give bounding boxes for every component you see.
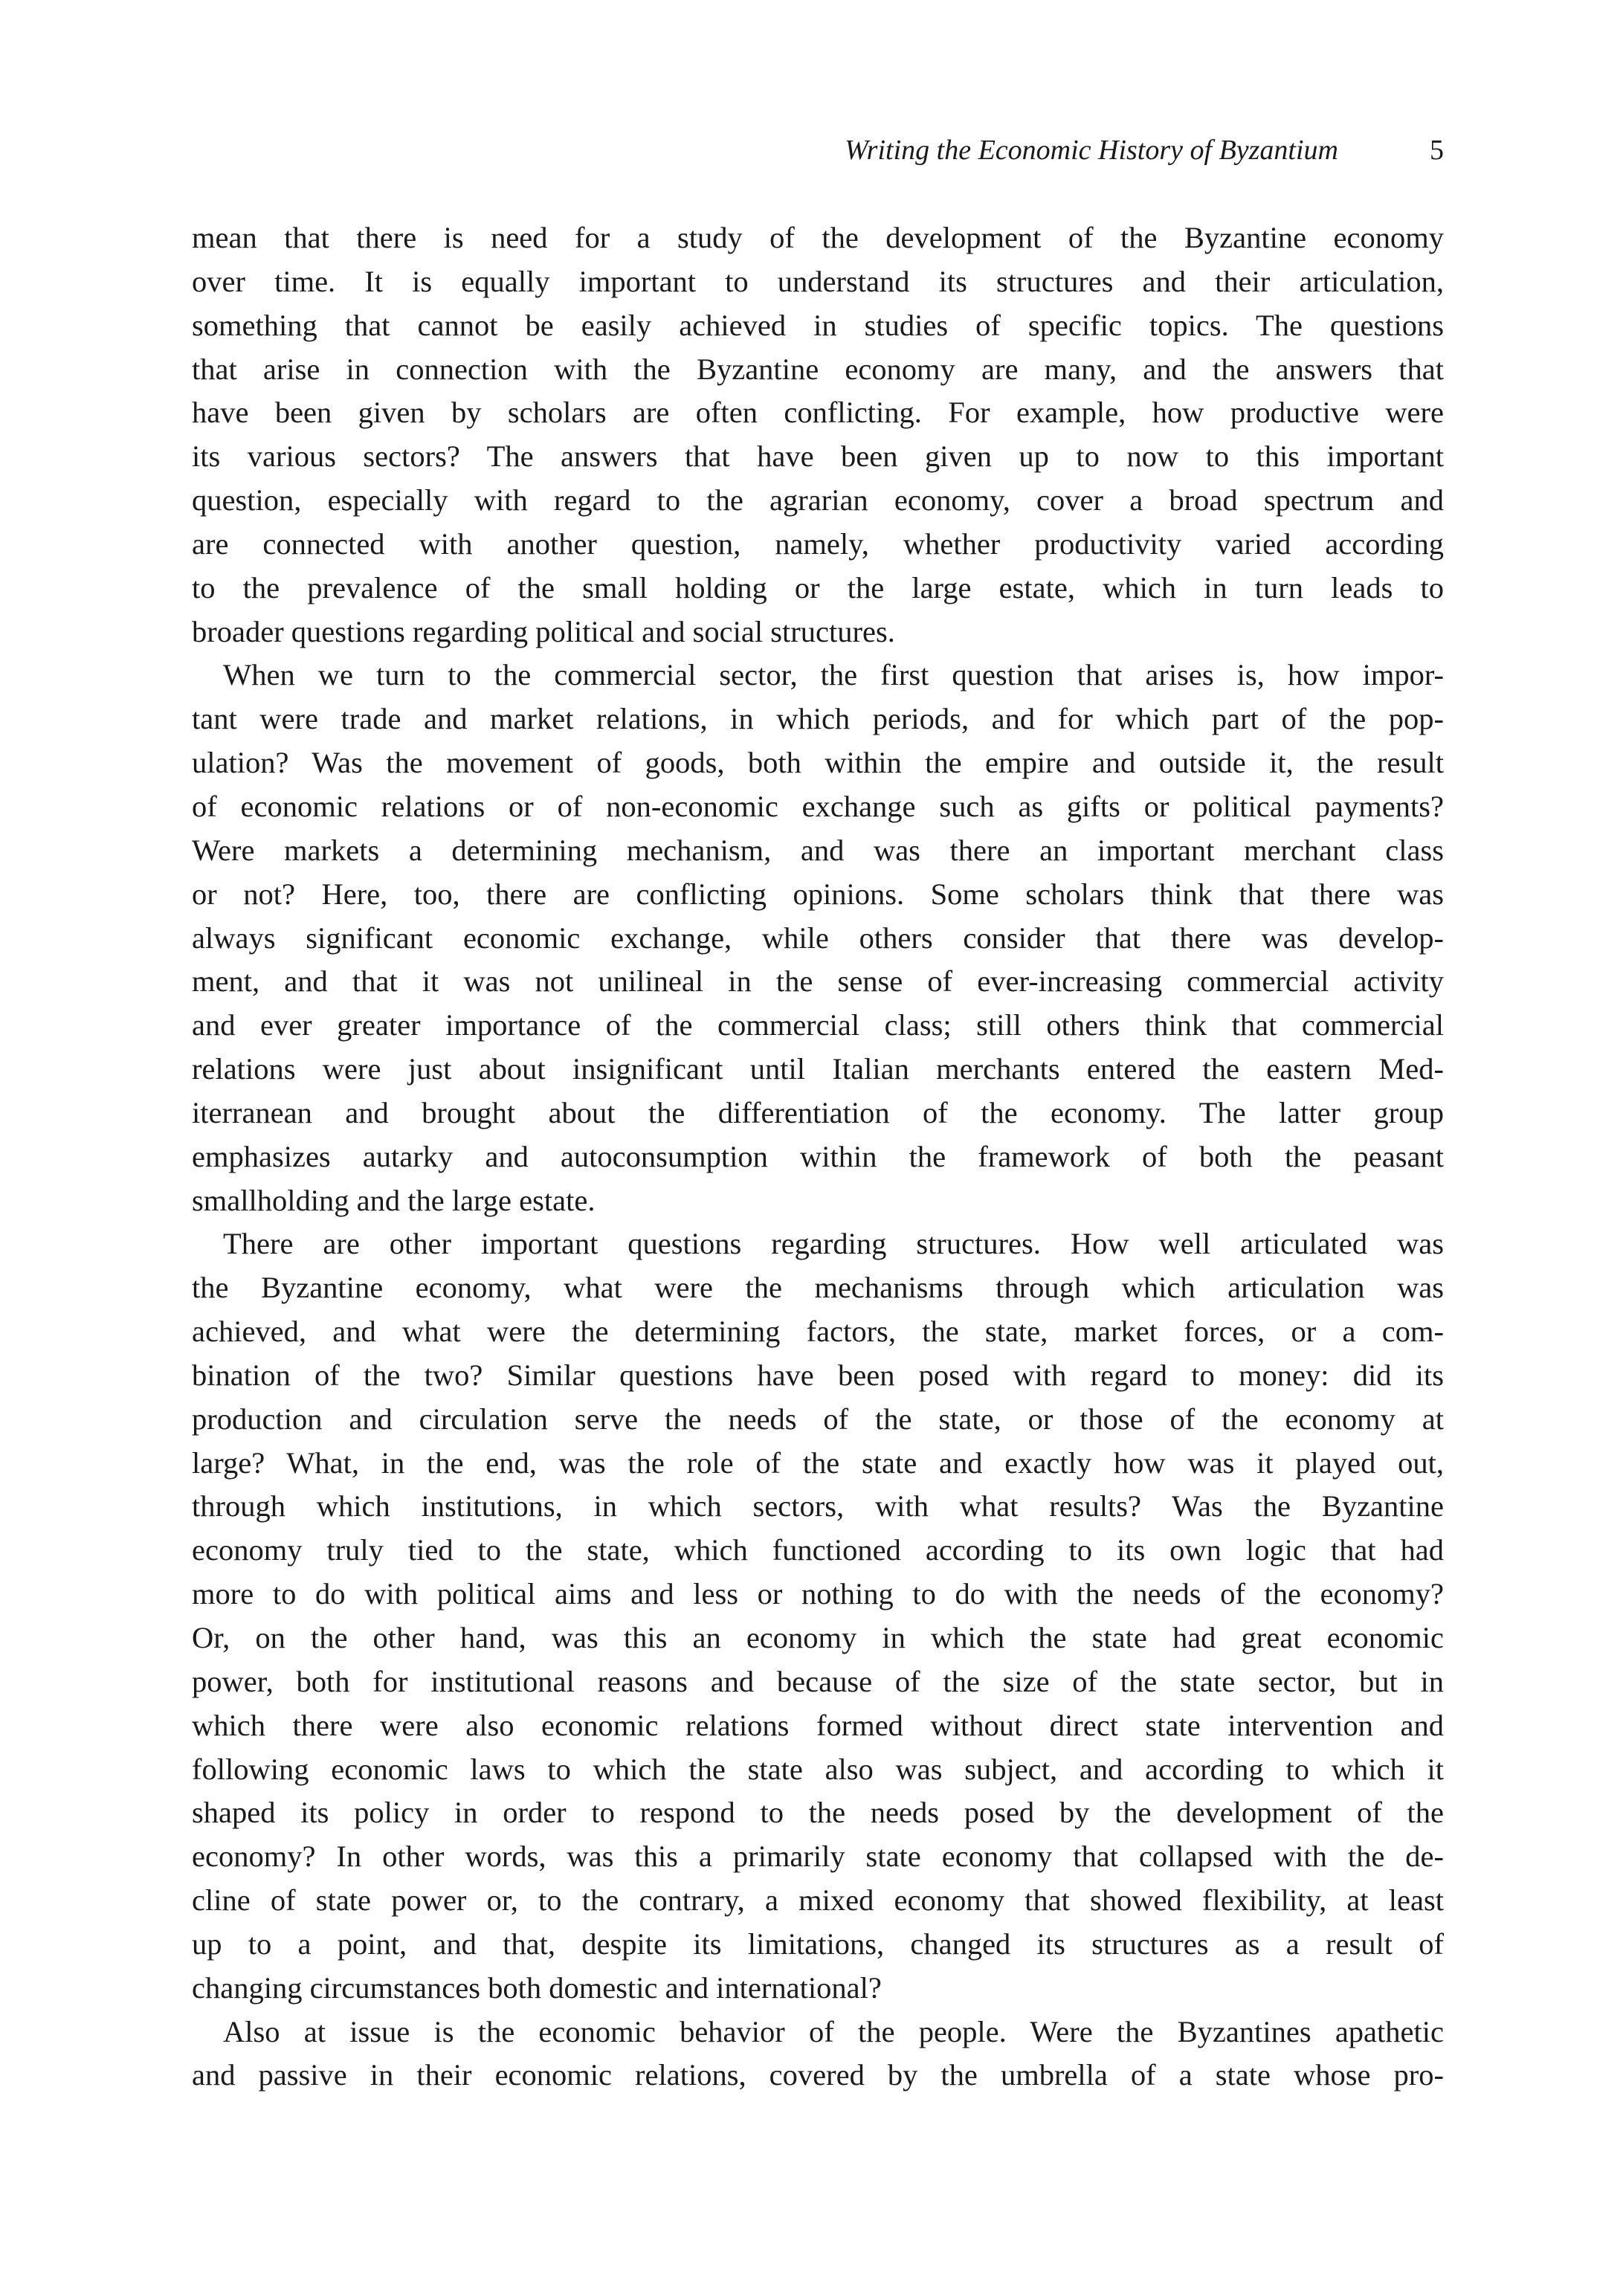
paragraph-4 [192, 2010, 1444, 2098]
running-title: Writing the Economic History of Byzantium [845, 135, 1338, 166]
text-line: achieved, and what were the determining factors, the state, market forces, or a com- [192, 1315, 1444, 1349]
text-line: broader questions regarding political and social structures. [192, 614, 895, 648]
text-line: up to a point, and that, despite its limitations, changed its structures as a result of [192, 1926, 1444, 1961]
text-line: economy truly tied to the state, which functioned according to its own logic that had [192, 1533, 1444, 1567]
text-line: tant were trade and market relations, in which periods, and for which part of the pop- [192, 702, 1444, 736]
text-line: or not? Here, too, there are conflicting opinions. Some scholars think that there was [192, 877, 1444, 911]
body-text [192, 216, 1444, 2097]
text-line: power, both for institutional reasons and because of the size of the state sector, but in [192, 1664, 1444, 1698]
text-line: following economic laws to which the state also was subject, and according to which it [192, 1752, 1444, 1786]
text-line: are connected with another question, namely, whether productivity varied according [192, 526, 1444, 561]
paragraph-3 [192, 1222, 1444, 2010]
text-line: and ever greater importance of the commercial class; still others think that commercial [192, 1008, 1444, 1042]
text-line: its various sectors? The answers that have been given up to now to this important [192, 439, 1444, 474]
text-line: relations were just about insignificant until Italian merchants entered the eastern Med- [192, 1052, 1444, 1086]
text-line: over time. It is equally important to understand its structures and their articulation, [192, 264, 1444, 298]
text-line: to the prevalence of the small holding or the large estate, which in turn leads to [192, 570, 1444, 604]
text-line: and passive in their economic relations, covered by the umbrella of a state whose pro- [192, 2058, 1444, 2092]
text-line: question, especially with regard to the agrarian economy, cover a broad spectrum and [192, 483, 1444, 517]
text-line: production and circulation serve the needs of the state, or those of the economy at [192, 1402, 1444, 1436]
text-line: smallholding and the large estate. [192, 1183, 596, 1217]
running-head [192, 128, 1444, 172]
text-line: Or, on the other hand, was this an economy in which the state had great economic [192, 1621, 1444, 1654]
text-line: more to do with political aims and less or nothing to do with the needs of the economy? [192, 1577, 1444, 1611]
text-line: which there were also economic relations formed without direct state intervention and [192, 1708, 1444, 1742]
text-line: of economic relations or of non-economic exchange such as gifts or political payments? [192, 789, 1444, 823]
text-line: emphasizes autarky and autoconsumption within the framework of both the peasant [192, 1139, 1444, 1173]
text-line: something that cannot be easily achieved in studies of specific topics. The questions [192, 308, 1444, 342]
paragraph-2 [192, 654, 1444, 1222]
text-line: large? What, in the end, was the role of the state and exactly how was it played out, [192, 1445, 1444, 1480]
text-line: mean that there is need for a study of the development of the Byzantine economy [192, 221, 1444, 254]
paragraph-1 [192, 216, 1444, 654]
text-line: shaped its policy in order to respond to the needs posed by the development of the [192, 1796, 1444, 1830]
text-line: the Byzantine economy, what were the mechanisms through which articulation was [192, 1271, 1444, 1305]
text-line: When we turn to the commercial sector, the first question that arises is, how impor- [223, 658, 1444, 692]
text-line: have been given by scholars are often conflicting. For example, how productive were [192, 396, 1444, 430]
text-line: that arise in connection with the Byzantine economy are many, and the answers that [192, 352, 1444, 386]
page-number: 5 [1430, 135, 1444, 166]
text-line: economy? In other words, was this a primarily state economy that collapsed with the de- [192, 1839, 1444, 1874]
text-line: ulation? Was the movement of goods, both within the empire and outside it, the result [192, 746, 1444, 780]
text-line: always significant economic exchange, while others consider that there was develop- [192, 920, 1444, 955]
text-line: changing circumstances both domestic and international? [192, 1970, 882, 2005]
text-line: through which institutions, in which sectors, with what results? Was the Byzantine [192, 1489, 1444, 1523]
text-line: iterranean and brought about the differentiation of the economy. The latter group [192, 1095, 1444, 1129]
text-line: There are other important questions regarding structures. How well articulated was [223, 1227, 1444, 1261]
text-line: ment, and that it was not unilineal in the sense of ever-increasing commercial activity [192, 964, 1444, 999]
text-line: Also at issue is the economic behavior of the people. Were the Byzantines apathetic [223, 2014, 1444, 2048]
text-line: bination of the two? Similar questions have been posed with regard to money: did its [192, 1358, 1444, 1392]
text-line: Were markets a determining mechanism, and was there an important merchant class [192, 833, 1444, 867]
text-line: cline of state power or, to the contrary, a mixed economy that showed flexibility, at least [192, 1883, 1444, 1918]
